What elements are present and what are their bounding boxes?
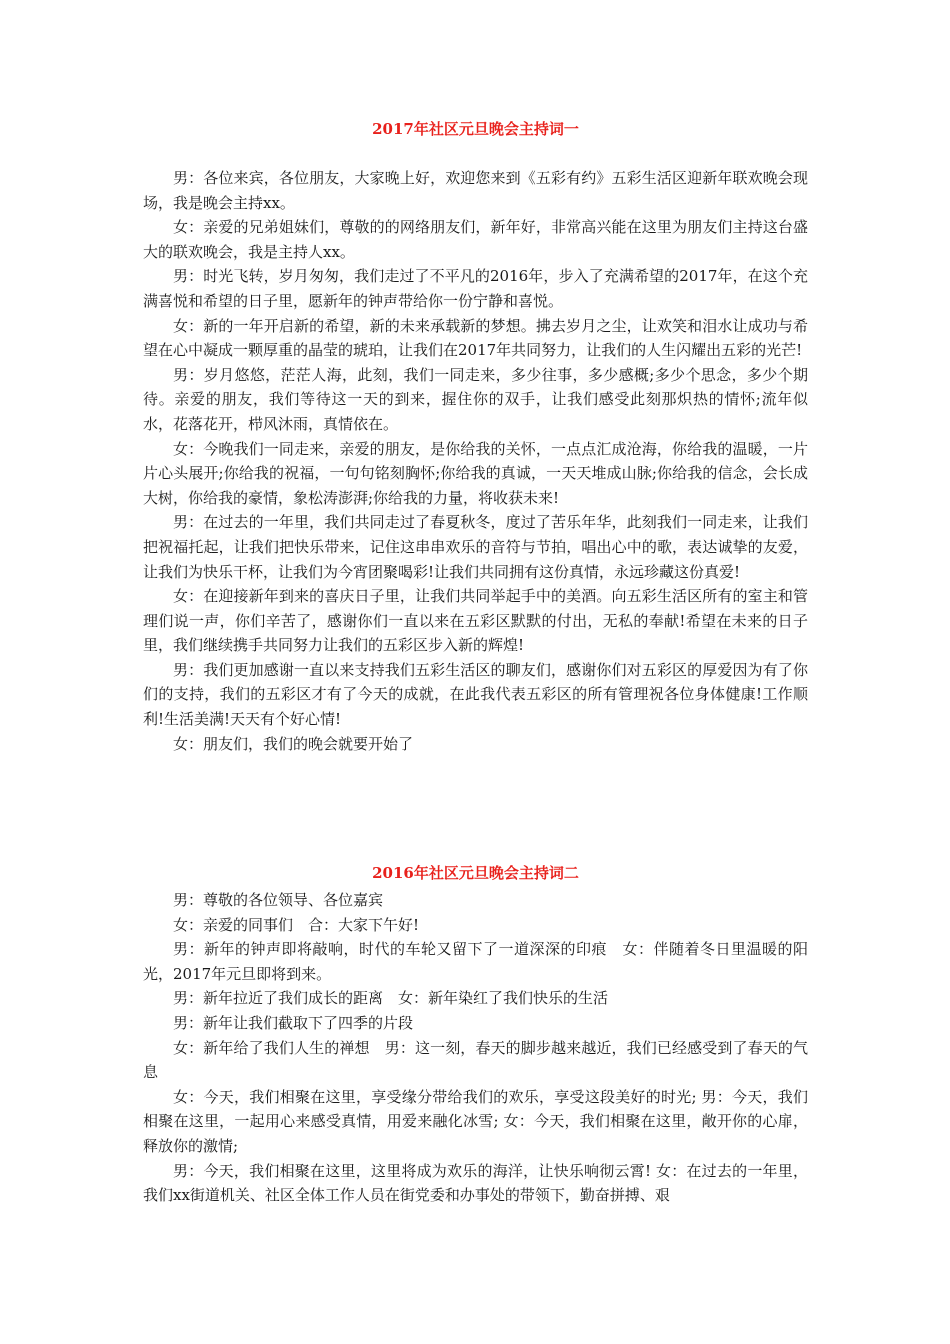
paragraph: 男：今天，我们相聚在这里，这里将成为欢乐的海洋，让快乐响彻云霄! 女：在过去的一年里，我们xx街道机关、社区全体工作人员在街党委和办事处的带领下，勤奋拼搏、艰 (143, 1161, 808, 1205)
paragraph: 女：新的一年开启新的希望，新的未来承载新的梦想。拂去岁月之尘，让欢笑和泪水让成功与希望在心中凝成一颗厚重的晶莹的琥珀，让我们在2017年共同努力，让我们的人生闪耀出五彩的光芒! (143, 316, 808, 360)
section-title-2: 2016年社区元旦晚会主持词二 (372, 864, 579, 882)
paragraph: 女：新年给了我们人生的禅想 男：这一刻，春天的脚步越来越近，我们已经感受到了春天的气息 (143, 1038, 808, 1082)
paragraph: 男：各位来宾，各位朋友，大家晚上好，欢迎您来到《五彩有约》五彩生活区迎新年联欢晚会现场，我是晚会主持xx。 (143, 169, 808, 212)
paragraph: 男：在过去的一年里，我们共同走过了春夏秋冬，度过了苦乐年华，此刻我们一同走来，让我们把祝福托起，让我们把快乐带来，记住这串串欢乐的音符与节拍，唱出心中的歌，表达诚挚的友爱，让我们为快乐干杯，让我们为今宵团聚喝彩!让我们共同拥有这份真情，永远珍藏这份真爱! (143, 513, 808, 581)
paragraph: 男：时光飞转，岁月匆匆，我们走过了不平凡的2016年，步入了充满希望的2017年，在这个充满喜悦和希望的日子里，愿新年的钟声带给你一份宁静和喜悦。 (143, 267, 808, 310)
paragraph: 男：岁月悠悠，茫茫人海，此刻，我们一同走来，多少往事，多少感概;多少个思念，多少个期待。亲爱的朋友，我们等待这一天的到来，握住你的双手，让我们感受此刻那炽热的情怀;流年似水，花落花开，栉风沐雨，真情依在。 (143, 365, 808, 433)
paragraph: 女：朋友们，我们的晚会就要开始了 (173, 734, 414, 753)
paragraph: 男：新年的钟声即将敲响，时代的车轮又留下了一道深深的印痕 女：伴随着冬日里温暖的阳光，2017年元旦即将到来。 (143, 940, 808, 983)
paragraph: 女：亲爱的兄弟姐妹们，尊敬的的网络朋友们，新年好，非常高兴能在这里为朋友们主持这台盛大的联欢晚会，我是主持人xx。 (143, 218, 808, 261)
section-title-1: 2017年社区元旦晚会主持词一 (372, 120, 579, 138)
paragraph: 女：今天，我们相聚在这里，享受缘分带给我们的欢乐，享受这段美好的时光; 男：今天，我们相聚在这里，一起用心来感受真情，用爱来融化冰雪; 女：今天，我们相聚在这里，敞开你的心扉，释放你的激情; (143, 1087, 808, 1155)
paragraph: 女：今晚我们一同走来，亲爱的朋友，是你给我的关怀，一点点汇成沧海，你给我的温暖，一片片心头展开;你给我的祝福，一句句铭刻胸怀;你给我的真诚，一天天堆成山脉;你给我的信念，会长成大树，你给我的豪情，象松涛澎湃;你给我的力量，将收获未来! (143, 439, 808, 507)
paragraph: 女：在迎接新年到来的喜庆日子里，让我们共同举起手中的美酒。向五彩生活区所有的室主和管理们说一声，你们辛苦了，感谢你们一直以来在五彩区默默的付出，无私的奉献!希望在未来的日子里，我们继续携手共同努力让我们的五彩区步入新的辉煌! (143, 587, 808, 655)
paragraph: 女：亲爱的同事们 合：大家下午好! (173, 915, 420, 934)
paragraph: 男：新年拉近了我们成长的距离 女：新年染红了我们快乐的生活 (173, 989, 609, 1008)
section-2-body (143, 888, 808, 1208)
paragraph: 男：尊敬的各位领导、各位嘉宾 (173, 891, 384, 909)
paragraph: 男：我们更加感谢一直以来支持我们五彩生活区的聊友们，感谢你们对五彩区的厚爱因为有了你们的支持，我们的五彩区才有了今天的成就，在此我代表五彩区的所有管理祝各位身体健康!工作顺利!生活美满!天天有个好心情! (143, 660, 808, 729)
paragraph: 男：新年让我们截取下了四季的片段 (173, 1013, 414, 1032)
section-1-body (143, 166, 808, 756)
